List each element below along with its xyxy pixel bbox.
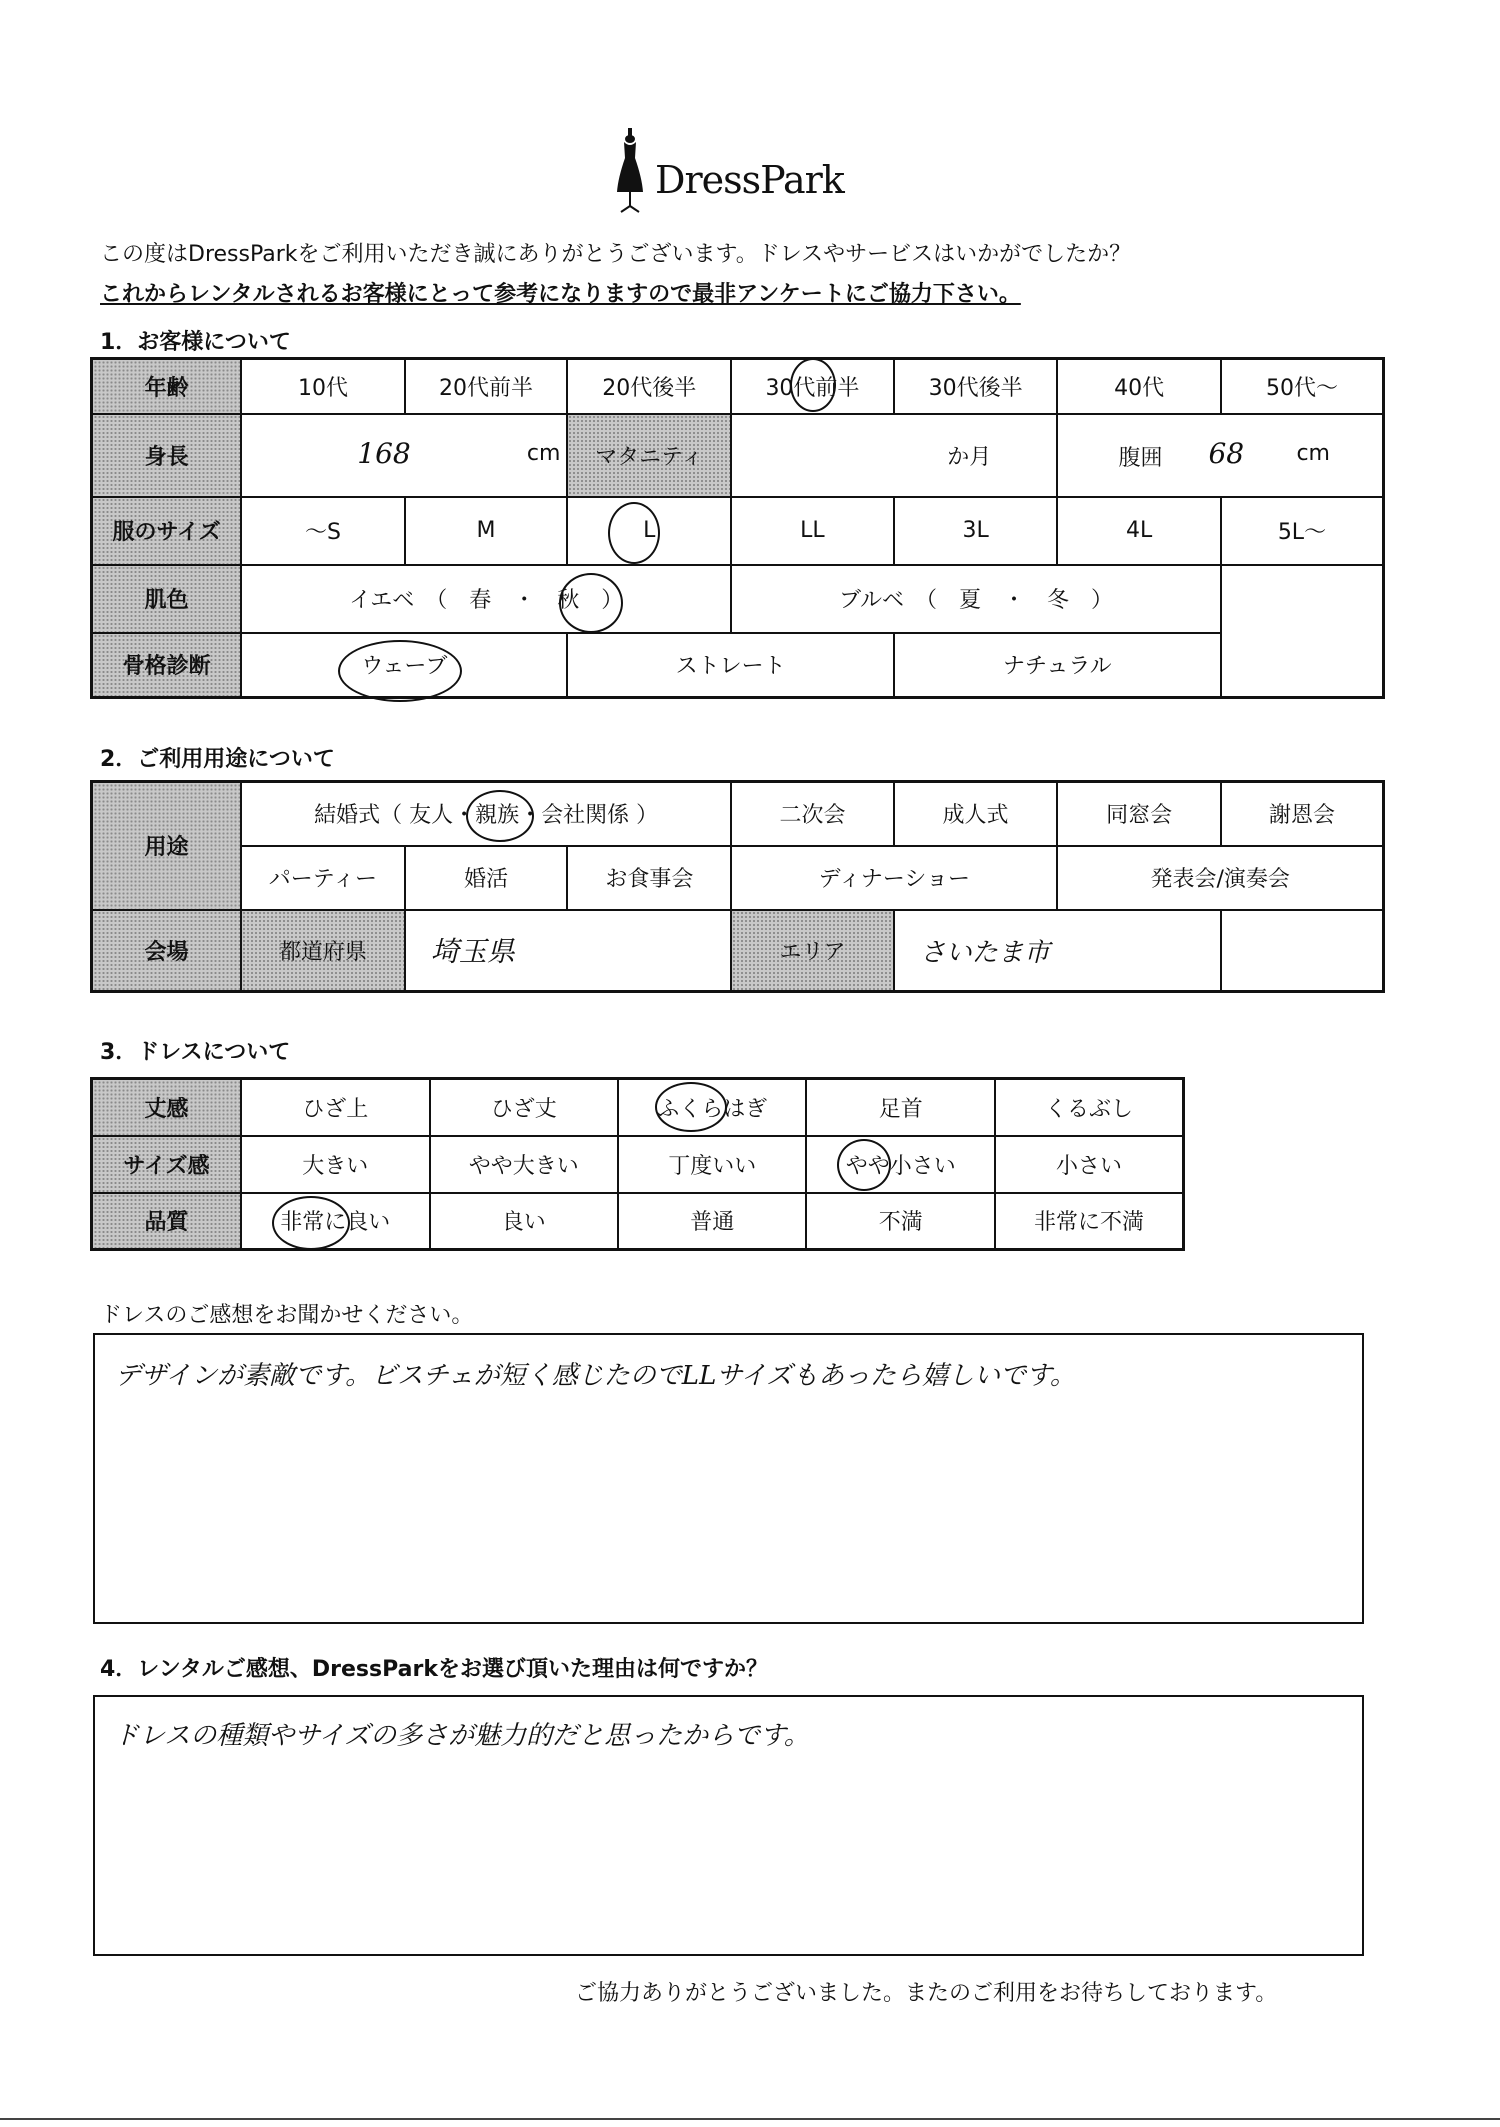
purpose-option[interactable]: お食事会 <box>567 846 731 910</box>
age-option[interactable]: 30代後半 <box>894 359 1058 414</box>
purpose-option[interactable]: ディナーショー <box>731 846 1057 910</box>
size-option[interactable]: 5L～ <box>1221 497 1384 565</box>
bottom-rule <box>0 2118 1500 2120</box>
intro-line-1: この度はDressParkをご利用いただき誠にありがとうございます。ドレスやサービスはいかがでしたか？ <box>100 242 1132 267</box>
reason-box[interactable] <box>93 1695 1364 1956</box>
section-4-title: 4．レンタルご感想、DressParkをお選び頂いた理由は何ですか？ <box>100 1657 768 1682</box>
dress-table <box>90 1077 1185 1251</box>
comment-text: デザインが素敵です。ビスチェが短く感じたのでLLサイズもあったら嬉しいです。 <box>115 1361 1076 1391</box>
customer-table <box>90 357 1385 699</box>
purpose-wedding[interactable]: 結婚式（ 友人・親族・会社関係 ） <box>241 782 731 846</box>
prefecture-field[interactable] <box>405 910 731 992</box>
quality-option[interactable]: 良い <box>430 1193 618 1250</box>
length-label: 丈感 <box>92 1079 242 1136</box>
maternity-unit: か月 <box>947 444 992 470</box>
area-value: さいたま市 <box>919 937 1050 968</box>
skin-yellow-option[interactable]: イエベ （ 春 ・ 秋 ） <box>241 565 731 633</box>
fit-option[interactable]: 小さい <box>995 1136 1184 1193</box>
fit-option[interactable]: 大きい <box>241 1136 429 1193</box>
blank-cell <box>1221 565 1384 633</box>
prefecture-label: 都道府県 <box>241 910 405 992</box>
height-value: 168 <box>357 436 411 470</box>
age-label: 年齢 <box>92 359 242 414</box>
length-option[interactable]: ひざ上 <box>241 1079 429 1136</box>
waist-label: 腹囲 <box>1118 445 1163 471</box>
waist-unit: cm <box>1296 440 1330 466</box>
size-option[interactable]: ～S <box>241 497 404 565</box>
height-field[interactable] <box>241 414 567 497</box>
maternity-field[interactable] <box>731 414 1057 497</box>
purpose-option[interactable]: 謝恩会 <box>1221 782 1384 846</box>
age-option[interactable]: 20代後半 <box>567 359 731 414</box>
fit-option[interactable]: 丁度いい <box>618 1136 806 1193</box>
dress-mannequin-icon <box>615 128 645 214</box>
frame-label: 骨格診断 <box>92 633 242 698</box>
purpose-option[interactable]: パーティー <box>241 846 405 910</box>
waist-value: 68 <box>1208 436 1245 470</box>
fit-option-selected[interactable]: やや小さい <box>806 1136 994 1193</box>
purpose-table <box>90 780 1385 993</box>
quality-option[interactable]: 非常に不満 <box>995 1193 1184 1250</box>
blank-cell <box>1221 633 1384 698</box>
height-label: 身長 <box>92 414 242 497</box>
length-option[interactable]: くるぶし <box>995 1079 1184 1136</box>
length-option[interactable]: ひざ丈 <box>430 1079 618 1136</box>
height-unit: cm <box>526 440 561 466</box>
footer-thanks: ご協力ありがとうございました。またのご利用をお待ちしております。 <box>575 1981 1278 2006</box>
size-option[interactable]: 4L <box>1057 497 1220 565</box>
fit-option[interactable]: やや大きい <box>430 1136 618 1193</box>
purpose-option[interactable]: 婚活 <box>405 846 568 910</box>
maternity-label: マタニティ <box>567 414 731 497</box>
area-label: エリア <box>731 910 894 992</box>
quality-option[interactable]: 普通 <box>618 1193 806 1250</box>
dresspark-logo <box>615 128 875 214</box>
intro-line-2: これからレンタルされるお客様にとって参考になりますので最非アンケートにご協力下さい。 <box>100 282 1021 307</box>
size-option[interactable]: LL <box>731 497 894 565</box>
section-1-title: 1．お客様について <box>100 330 291 355</box>
length-option-selected[interactable]: ふくらはぎ <box>618 1079 806 1136</box>
age-option[interactable]: 10代 <box>241 359 404 414</box>
area-field[interactable] <box>894 910 1221 992</box>
age-option-selected[interactable]: 30代前半 <box>731 359 894 414</box>
quality-option-selected[interactable]: 非常に良い <box>241 1193 429 1250</box>
section-3-title: 3．ドレスについて <box>100 1040 291 1065</box>
frame-option[interactable]: ストレート <box>567 633 893 698</box>
age-option[interactable]: 50代～ <box>1221 359 1384 414</box>
comment-prompt: ドレスのご感想をお聞かせください。 <box>100 1303 474 1328</box>
size-label: 服のサイズ <box>92 497 242 565</box>
reason-text: ドレスの種類やサイズの多さが魅力的だと思ったからです。 <box>113 1721 810 1751</box>
size-option-selected[interactable]: L <box>567 497 731 565</box>
section-2-title: 2．ご利用用途について <box>100 747 335 772</box>
purpose-label: 用途 <box>92 782 241 910</box>
age-option[interactable]: 20代前半 <box>405 359 568 414</box>
purpose-option[interactable]: 同窓会 <box>1057 782 1221 846</box>
logo-text: DressPark <box>655 158 844 202</box>
quality-label: 品質 <box>92 1193 242 1250</box>
fit-label: サイズ感 <box>92 1136 242 1193</box>
purpose-option[interactable]: 発表会/演奏会 <box>1057 846 1383 910</box>
size-option[interactable]: M <box>405 497 568 565</box>
frame-option[interactable]: ナチュラル <box>894 633 1221 698</box>
waist-field[interactable] <box>1057 414 1383 497</box>
age-option[interactable]: 40代 <box>1057 359 1220 414</box>
purpose-option[interactable]: 成人式 <box>894 782 1058 846</box>
prefecture-value: 埼玉県 <box>430 935 515 969</box>
skin-label: 肌色 <box>92 565 242 633</box>
skin-blue-option[interactable]: ブルベ （ 夏 ・ 冬 ） <box>731 565 1221 633</box>
venue-label: 会場 <box>92 910 241 992</box>
comment-box[interactable] <box>93 1333 1364 1624</box>
length-option[interactable]: 足首 <box>806 1079 994 1136</box>
size-option[interactable]: 3L <box>894 497 1058 565</box>
blank-cell <box>1221 910 1384 992</box>
frame-option-selected[interactable]: ウェーブ <box>241 633 567 698</box>
quality-option[interactable]: 不満 <box>806 1193 994 1250</box>
purpose-option[interactable]: 二次会 <box>731 782 894 846</box>
